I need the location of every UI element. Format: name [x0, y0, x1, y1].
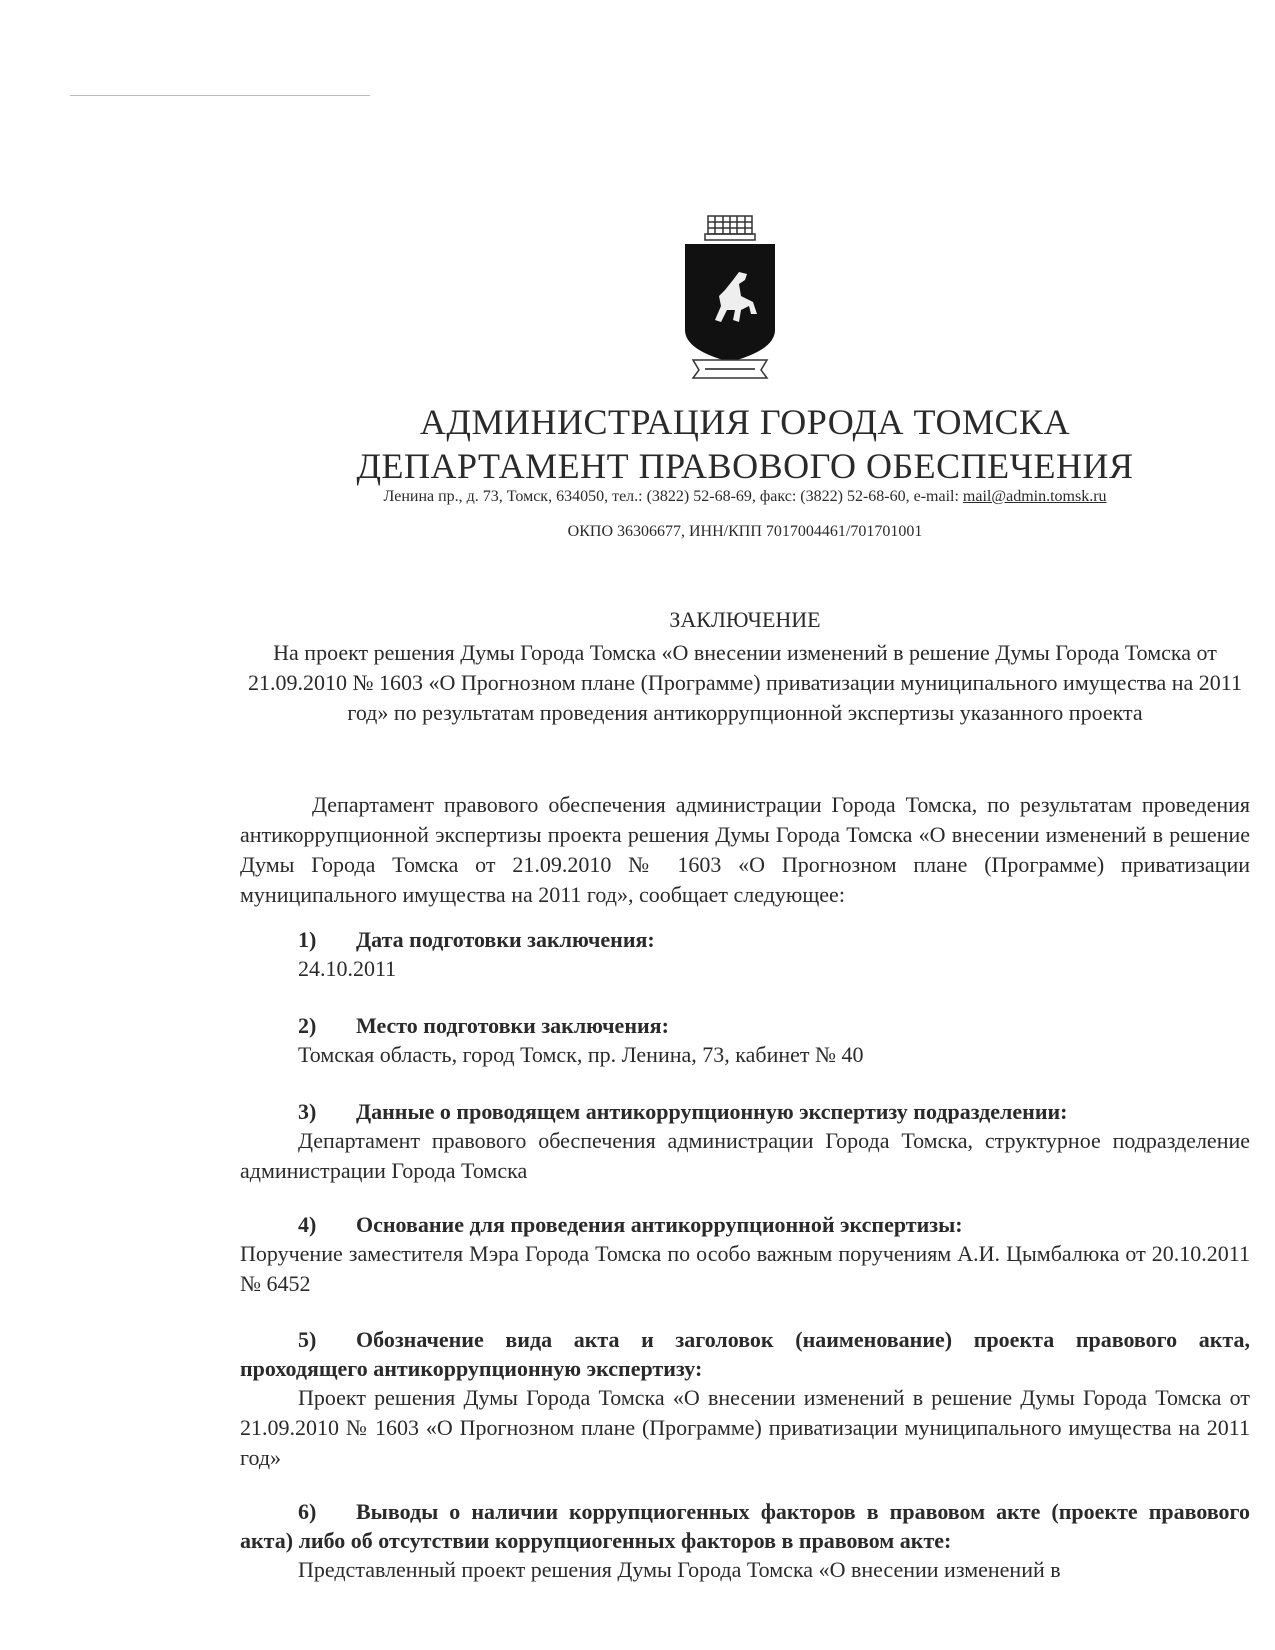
section-heading [298, 1210, 963, 1240]
section-heading-text: Основание для проведения антикоррупционной экспертизы: [356, 1212, 963, 1237]
section-number: 4) [298, 1212, 317, 1237]
section-heading-text: Данные о проводящем антикоррупционную экспертизу подразделении: [356, 1099, 1068, 1124]
section-heading [240, 1325, 1250, 1383]
section-heading [240, 1497, 1250, 1555]
contact-address [240, 488, 1250, 506]
section-number: 3) [298, 1099, 317, 1124]
section-heading [298, 925, 655, 955]
document-title: ЗАКЛЮЧЕНИЕ [669, 607, 821, 632]
section-number: 6) [298, 1499, 317, 1524]
section-heading [298, 1011, 669, 1041]
section-text: Томская область, город Томск, пр. Ленина, 73, кабинет № 40 [298, 1042, 864, 1067]
scan-artifact-line [70, 95, 370, 96]
section-heading-text: Выводы о наличии коррупциогенных факторов в правовом акте (проекте правового акта) либо об отсутствии коррупциогенных факторов в правовом акте: [240, 1499, 1250, 1553]
section-number: 1) [298, 927, 317, 952]
department-name: ДЕПАРТАМЕНТ ПРАВОВОГО ОБЕСПЕЧЕНИЯ [356, 446, 1134, 486]
coat-of-arms-icon [675, 210, 785, 400]
section-number: 2) [298, 1013, 317, 1038]
intro-paragraph: Департамент правового обеспечения администрации Города Томска, по результатам проведения антикоррупционной экспертизы проекта решения Думы Города Томска «О внесении изменений в решение Думы Города Томска от 21.09.2010 № 1603 «О Прогнозном плане (Программе) приватизации муниципального имущества на 2011 год», сообщает следующее: [240, 792, 1250, 907]
organization-name: АДМИНИСТРАЦИЯ ГОРОДА ТОМСКА [419, 402, 1071, 442]
section-heading-text: Место подготовки заключения: [356, 1013, 669, 1038]
section-text: 24.10.2011 [298, 956, 397, 981]
document-subject: На проект решения Думы Города Томска «О внесении изменений в решение Думы Города Томска от 21.09.2010 № 1603 «О Прогнозном плане (Программе) приватизации муниципального имущества на 2011 год» по результатам проведения антикоррупционной экспертизы указанного проекта [248, 640, 1242, 725]
organization-header [240, 400, 1250, 488]
section-heading [298, 1097, 1068, 1127]
section-text: Поручение заместителя Мэра Города Томска по особо важным поручениям А.И. Цымбалюка от 20.10.2011 № 6452 [240, 1241, 1250, 1296]
section-text: Представленный проект решения Думы Города Томска «О внесении изменений в [298, 1557, 1061, 1582]
email-link[interactable]: mail@admin.tomsk.ru [962, 488, 1107, 505]
address-text: Ленина пр., д. 73, Томск, 634050, тел.: (3822) 52-68-69, факс: (3822) 52-68-60, e-mail: [383, 488, 963, 505]
section-heading-text: Дата подготовки заключения: [356, 927, 655, 952]
section-number: 5) [298, 1327, 317, 1352]
section-text: Департамент правового обеспечения администрации Города Томска, структурное подразделение администрации Города Томска [240, 1128, 1250, 1183]
section-heading-text: Обозначение вида акта и заголовок (наименование) проекта правового акта, проходящего антикоррупционную экспертизу: [240, 1327, 1250, 1381]
registration-codes: ОКПО 36306677, ИНН/КПП 7017004461/701701001 [567, 523, 923, 540]
section-text: Проект решения Думы Города Томска «О внесении изменений в решение Думы Города Томска от 21.09.2010 № 1603 «О Прогнозном плане (Программе) приватизации муниципального имущества на 2011 год» [240, 1385, 1250, 1470]
